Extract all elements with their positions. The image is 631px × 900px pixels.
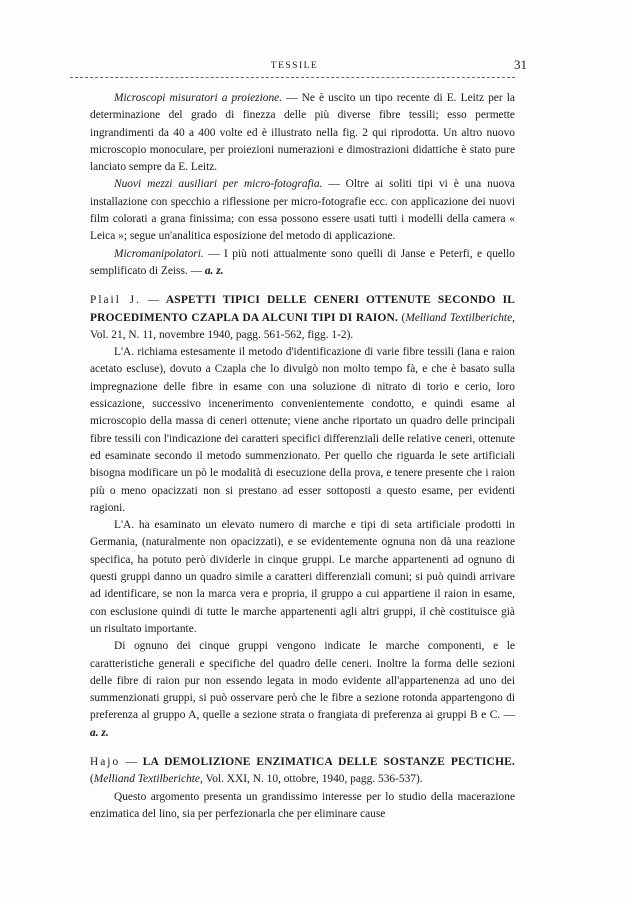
source-open: ( xyxy=(398,311,406,324)
signature: a. z. xyxy=(90,726,109,739)
paragraph-microscopi xyxy=(90,90,515,176)
page-header xyxy=(70,57,527,77)
source-open: ( xyxy=(90,773,94,786)
paragraph-text: Di ognuno dei cinque gruppi vengono indicate le marche componenti, e le caratteristiche generali e specifiche del quadro delle ceneri. Inoltre la forma delle sezioni delle fibre di raion pur non essendo legata in modo evidente all'appartenenza ad uno dei summenzionati gruppi, si può osservare però che le fibre a sezione rotonda appartengono di preferenza al gruppo A, quelle a sezione strata o frangiata di preferenza ai gruppi B e C. — xyxy=(90,640,515,722)
paragraph-title: Micromanipolatori. xyxy=(114,247,204,260)
paragraph-text: — Ne è uscito un tipo recente di E. Leitz per la determinazione del grado di finezza delle più diverse fibre tessili; esso permette ingrandimenti da 40 a 400 volte ed è illustrato nella fig. 2 qui riprodotta. Un altro nuovo microscopio monoculare, per proiezioni numerazioni e dimostrazioni didattiche è stato pure lanciato sempre da E. Leitz. xyxy=(90,92,515,174)
signature: a. z. xyxy=(204,264,224,277)
article-paragraph: L'A. richiama estesamente il metodo d'identificazione di varie fibre tessili (lana e raion acetato escluse), dovuto a Czapla che lo divulgò non molto tempo fà, e che è basato sulla impregnazione delle fibre in esame con una soluzione di nitrato di torio e cerio, loro essicazione, successivo incenerimento convenientemente condotto, e quindi esame al microscopio della massa di ceneri ottenute; viene anche riportato un quadro delle principali fibre tessili con l'indicazione dei caratteri specifici differenziali delle relative ceneri, ottenute ed esaminate secondo il metodo summenzionato. Per quello che riguarda le sete artificiali bisogna modificare un pò le modalità di esecuzione della prova, e tenere presente che i raion più o meno opacizzati non si prestano ad esser sottoposti a questo esame, per evidenti ragioni. xyxy=(90,346,515,514)
article-paragraph xyxy=(90,638,515,742)
article-heading xyxy=(90,754,515,789)
page-number: 31 xyxy=(514,57,527,72)
article-heading xyxy=(90,292,515,344)
header-rule xyxy=(70,77,515,78)
article-plail xyxy=(90,292,515,742)
journal-name: Melliand Textilberichte xyxy=(93,773,200,786)
article-paragraph: Questo argomento presenta un grandissimo interesse per lo studio della macerazione enzimatica del lino, sia per perfezionarla che per eliminare cause xyxy=(90,790,515,820)
paragraph-title: Microscopi misuratori a proiezione. xyxy=(114,92,283,104)
paragraph-micro-fotografia xyxy=(90,176,515,245)
article-hajo xyxy=(90,754,515,823)
source-ref: , Vol. 21, N. 11, novembre 1940, pagg. 561-562, figg. 1-2). xyxy=(90,311,516,341)
running-title: TESSILE xyxy=(270,61,319,71)
journal-name: Melliand Textilberichte xyxy=(405,311,513,324)
heading-dash: — xyxy=(140,294,166,307)
paragraph-text: — Oltre ai soliti tipi vi è una nuova installazione con specchio a riflessione per micro-fotografie ecc. con applicazione dei nuovi film colorati a grana finissima; con essa possono essere usati tutti i modelli della camera « Leica »; segue un'analitica esposizione del metodo di applicazione. xyxy=(90,178,515,243)
article-author: Plail J. xyxy=(90,294,141,307)
article-paragraph: L'A. ha esaminato un elevato numero di marche e tipi di seta artificiale prodotti in Germania, (naturalmente non opacizzati), e se evidentemente ognuna non dà una reazione specifica, ha potuto però dividerle in cinque gruppi. Le marche appartenenti ad ognuno di questi gruppi danno un quadro simile a caratteri differenziali comuni; si può quindi arrivare ad identificare, se non la marca vera e propria, il gruppo a cui appartiene il raion in esame, con esclusione quindi di tutte le marche appartenenti agli altri gruppi, il chè costituisce già un risultato importante. xyxy=(90,519,515,635)
heading-dash: — xyxy=(120,755,143,768)
page-body xyxy=(90,90,515,823)
paragraph-micromanipolatori xyxy=(90,246,515,281)
paragraph-text: — I più noti attualmente sono quelli di Janse e Peterfi, e quello semplificato di Zeiss. — xyxy=(90,247,515,277)
article-title: LA DEMOLIZIONE ENZIMATICA DELLE SOSTANZE PECTICHE. xyxy=(142,755,515,768)
paragraph-title: Nuovi mezzi ausiliari per micro-fotografia. xyxy=(114,178,323,191)
article-title: ASPETTI TIPICI DELLE CENERI OTTENUTE SECONDO IL PROCEDIMENTO CZAPLA DA ALCUNI TIPI DI RAION. xyxy=(90,294,516,324)
article-author: Hajo xyxy=(90,755,121,768)
source-ref: , Vol. XXI, N. 10, ottobre, 1940, pagg. 536-537). xyxy=(199,773,423,786)
